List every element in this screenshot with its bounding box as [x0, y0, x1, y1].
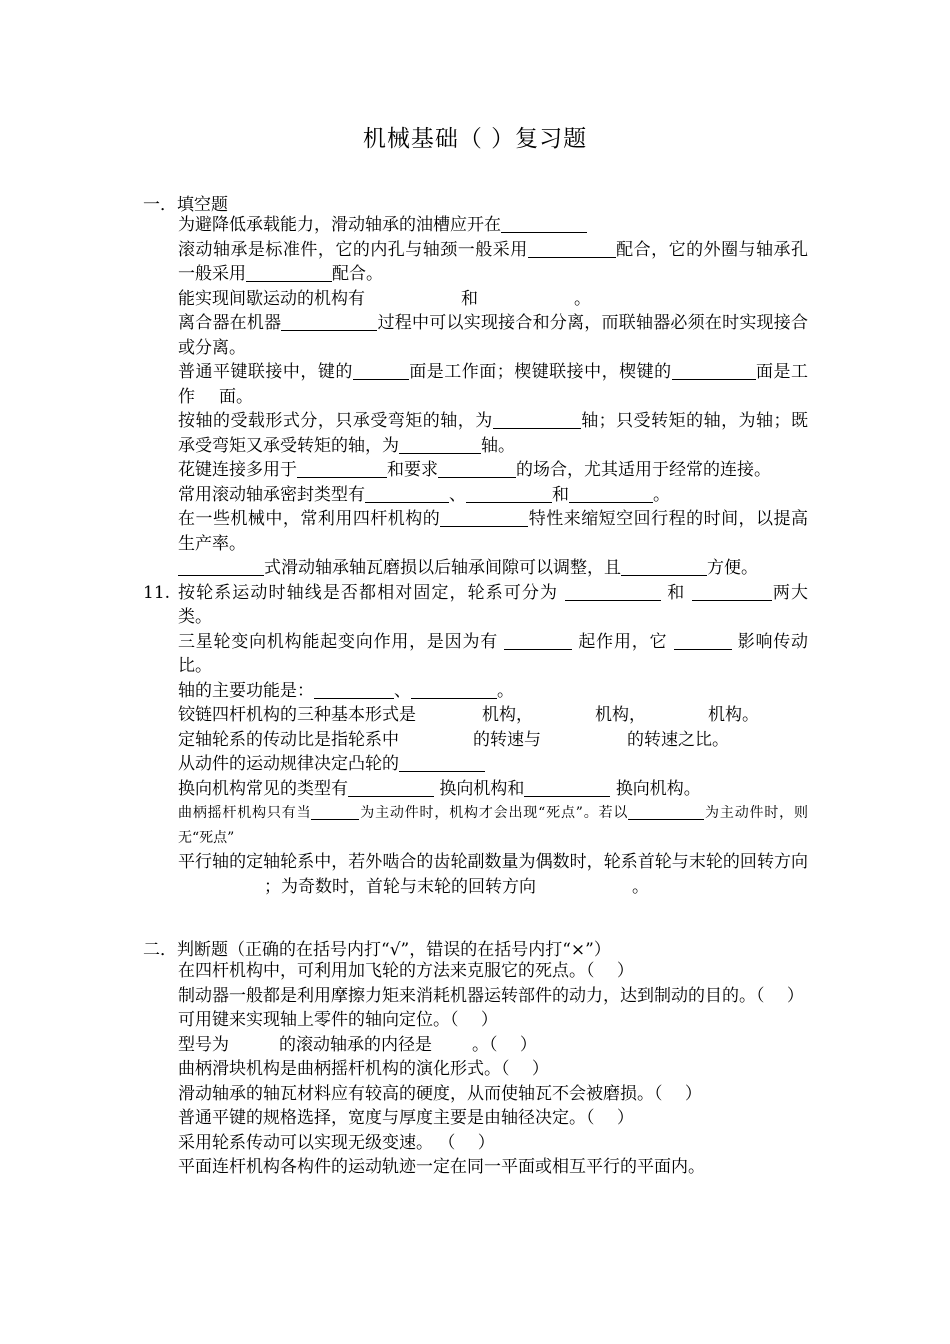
- question-text: 曲柄摇杆机构只有当: [178, 805, 312, 821]
- answer-blank: [440, 508, 528, 527]
- question-text: 普通平键联接中，键的: [178, 362, 353, 382]
- question-item: [178, 1082, 808, 1107]
- question-text: 配合，它的外圈与轴承孔一般采用: [178, 239, 809, 284]
- question-text: 方便。: [707, 558, 758, 578]
- question-item: [178, 556, 808, 581]
- answer-blank: [314, 680, 394, 699]
- answer-blank: [493, 410, 581, 429]
- answer-blank: [348, 778, 434, 797]
- answer-blank: [524, 778, 610, 797]
- question-text: 为避降低承载能力，滑动轴承的油槽应开在: [178, 215, 501, 235]
- question-text: 三星轮变向机构能起变向作用，是因为有: [178, 631, 499, 652]
- question-text: 铰链四杆机构的三种基本形式是: [178, 705, 416, 725]
- question-item: [178, 1033, 808, 1058]
- question-text: 面是工作: [178, 362, 809, 407]
- question-text: 。（ ）: [472, 1034, 537, 1055]
- question-number: 11.: [143, 582, 171, 603]
- question-item: [178, 1106, 808, 1131]
- question-item: [178, 984, 808, 1009]
- question-text: 按轮系运动时轴线是否都相对固定，轮系可分为: [178, 582, 559, 603]
- question-text: 和: [667, 582, 686, 603]
- question-item: [178, 1008, 808, 1033]
- question-item: [178, 959, 808, 984]
- question-text: 花键连接多用于: [178, 460, 297, 480]
- question-text: 式滑动轴承轴瓦磨损以后轴承间隙可以调整，且: [264, 558, 621, 578]
- question-text: 滑动轴承的轴瓦材料应有较高的硬度，从而使轴瓦不会被磨损。（ ）: [178, 1083, 702, 1104]
- question-text: 为主动件时，则无“死点”: [178, 805, 809, 846]
- question-item: [178, 777, 808, 802]
- question-item: [178, 458, 808, 483]
- document-title: 机械基础（ ）复习题: [362, 126, 588, 152]
- question-item: [178, 630, 808, 679]
- answer-blank: [399, 753, 485, 772]
- question-text: 轴；只受转矩的轴，为: [580, 411, 757, 431]
- true-false-question-list: [178, 959, 808, 1180]
- answer-blank: [628, 805, 704, 820]
- question-item: [178, 507, 808, 556]
- answer-blank: [621, 557, 707, 576]
- question-text: 轴。: [481, 435, 515, 456]
- question-text: 型号为: [178, 1034, 229, 1055]
- answer-blank: [672, 361, 756, 380]
- question-text: 从动件的运动规律决定凸轮的: [178, 754, 399, 774]
- answer-blank: [297, 459, 387, 478]
- answer-blank: [311, 805, 359, 820]
- question-text: 面是工作面；楔键联接中，楔键的: [408, 362, 672, 382]
- question-item: [178, 728, 808, 753]
- question-text: 轴；既承受弯矩又承受转矩的轴，为: [178, 411, 809, 456]
- question-item: [178, 483, 808, 508]
- answer-blank: [281, 312, 377, 331]
- question-text: 采用轮系传动可以实现无级变速。 （ ）: [178, 1132, 495, 1153]
- question-text: 换向机构。: [615, 778, 701, 799]
- question-text: 、: [394, 680, 411, 701]
- question-text: 换向机构常见的类型有: [178, 778, 348, 799]
- question-text: 和: [461, 288, 478, 309]
- question-text: 影响传动比。: [178, 631, 809, 676]
- question-text: 可用键来实现轴上零件的轴向定位。（ ）: [178, 1010, 498, 1030]
- answer-blank: [528, 239, 616, 258]
- question-text: 机构，: [595, 705, 646, 725]
- question-text: 两大类。: [178, 582, 809, 627]
- question-text: 在四杆机构中，可利用加飞轮的方法来克服它的死点。（ ）: [178, 961, 634, 981]
- answer-blank: [565, 582, 661, 601]
- question-text: 的转速与: [473, 729, 541, 750]
- question-text: 。: [574, 288, 591, 309]
- fill-in-question-list: [143, 213, 809, 899]
- answer-blank: [399, 435, 481, 454]
- question-text: 的转速之比。: [627, 729, 729, 750]
- question-text: 、: [449, 484, 466, 505]
- question-text: 在一些机械中，常利用四杆机构的: [178, 509, 441, 529]
- question-item: [143, 581, 809, 630]
- question-text: 按轴的受载形式分，只承受弯矩的轴，为: [178, 411, 493, 431]
- question-item: [178, 409, 808, 458]
- answer-blank: [674, 631, 732, 650]
- question-item: [178, 1155, 808, 1180]
- answer-blank: [411, 680, 497, 699]
- question-text: 常用滚动轴承密封类型有: [178, 484, 365, 505]
- answer-blank: [178, 557, 264, 576]
- question-text: 轴的主要功能是：: [178, 680, 314, 701]
- question-text: 能实现间歇运动的机构有: [178, 288, 365, 309]
- question-text: 换向机构和: [439, 778, 525, 799]
- question-text: 和: [552, 484, 569, 505]
- answer-blank: [438, 459, 516, 478]
- question-text: 时实现接合或分离。: [178, 313, 809, 358]
- section-true-false-heading: 二．判断题（正确的在括号内打“√”，错误的在括号内打“×”）: [143, 940, 611, 960]
- answer-blank: [569, 484, 653, 503]
- answer-blank: [504, 631, 572, 650]
- section-fill-in-heading: 一．填空题: [143, 195, 228, 215]
- question-item: [178, 752, 808, 777]
- answer-blank: [365, 484, 449, 503]
- question-item: [178, 1131, 808, 1156]
- question-text: 起作用，它: [578, 631, 668, 652]
- question-text: 制动器一般都是利用摩擦力矩来消耗机器运转部件的动力，达到制动的目的。（ ）: [178, 985, 804, 1006]
- answer-blank: [353, 361, 409, 380]
- answer-blank: [501, 214, 587, 233]
- question-text: 机构，: [482, 705, 533, 725]
- question-text: 机构。: [708, 705, 759, 725]
- question-item: [178, 311, 808, 360]
- answer-blank: [692, 582, 772, 601]
- question-text: 曲柄滑块机构是曲柄摇杆机构的演化形式。（ ）: [178, 1059, 549, 1079]
- question-text: 特性来缩短空回行程的时间，以提高生产率。: [178, 509, 809, 554]
- answer-blank: [246, 263, 332, 282]
- question-text: 定轴轮系的传动比是指轮系中: [178, 729, 399, 750]
- question-text: 过程中可以实现接合和分离，而联轴器必须在: [377, 313, 723, 333]
- question-text: 和要求: [387, 460, 438, 480]
- question-text: 配合。: [332, 264, 383, 284]
- question-item: [178, 703, 808, 728]
- question-item: [178, 801, 808, 850]
- question-text: 平面连杆机构各构件的运动轨迹一定在同一平面或相互平行的平面内。: [178, 1157, 705, 1177]
- question-item: [178, 679, 808, 704]
- question-item: [178, 238, 808, 287]
- question-text: 。: [632, 876, 649, 897]
- question-text: 滚动轴承是标准件，它的内孔与轴颈一般采用: [178, 239, 528, 260]
- question-text: 。: [653, 484, 670, 505]
- question-item: [178, 360, 808, 409]
- question-text: 的滚动轴承的内径是: [279, 1034, 432, 1055]
- question-item: [178, 1057, 808, 1082]
- question-text: 面。: [219, 386, 253, 407]
- question-item: [178, 850, 808, 899]
- question-text: 平行轴的定轴轮系中，若外啮合的齿轮副数量为偶数时，轮系首轮与末轮的回转方向: [178, 852, 808, 872]
- question-text: 普通平键的规格选择，宽度与厚度主要是由轴径决定。（ ）: [178, 1108, 634, 1128]
- question-text: 。: [497, 680, 514, 701]
- question-text: 为主动件时，机构才会出现“死点”。若以: [359, 805, 629, 821]
- question-item: [178, 287, 808, 312]
- question-text: 离合器在机器: [178, 313, 282, 333]
- question-text: 的场合，尤其适用于经常的连接。: [516, 460, 771, 480]
- answer-blank: [466, 484, 552, 503]
- question-text: ；为奇数时，首轮与末轮的回转方向: [264, 876, 536, 897]
- question-item: [178, 213, 808, 238]
